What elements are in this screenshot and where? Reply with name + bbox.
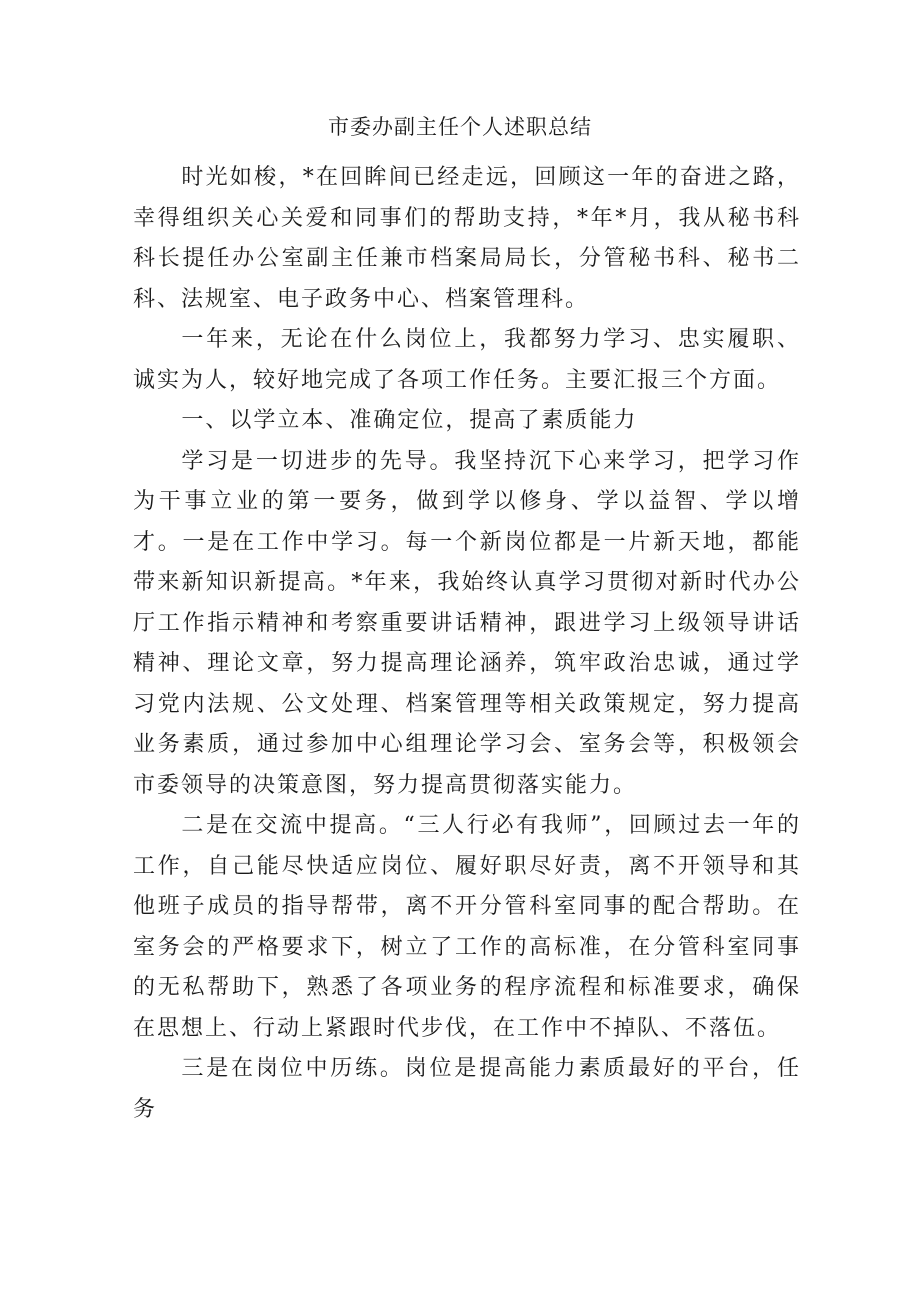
document-body: [133, 158, 801, 1130]
paragraph-summary: 一年来，无论在什么岗位上，我都努力学习、忠实履职、诚实为人，较好地完成了各项工作任务。主要汇报三个方面。: [133, 327, 801, 393]
paragraph-learning: 学习是一切进步的先导。我坚持沉下心来学习，把学习作为干事立业的第一要务，做到学以修身、学以益智、学以增才。一是在工作中学习。每一个新岗位都是一片新天地，都能带来新知识新提高。*年来，我始终认真学习贯彻对新时代办公厅工作指示精神和考察重要讲话精神，跟进学习上级领导讲话精神、理论文章，努力提高理论涵养，筑牢政治忠诚，通过学习党内法规、公文处理、档案管理等相关政策规定，努力提高业务素质，通过参加中心组理论学习会、室务会等，积极领会市委领导的决策意图，努力提高贯彻落实能力。: [133, 448, 801, 798]
paragraph-practice: 三是在岗位中历练。岗位是提高能力素质最好的平台，任务: [133, 1056, 801, 1122]
paragraph-intro: 时光如梭，*在回眸间已经走远，回顾这一年的奋进之路，幸得组织关心关爱和同事们的帮助支持，*年*月，我从秘书科科长提任办公室副主任兼市档案局局长，分管秘书科、秘书二科、法规室、电子政务中心、档案管理科。: [133, 165, 801, 312]
section-heading: 一、以学立本、准确定位，提高了素质能力: [181, 408, 638, 433]
document-title: 市委办副主任个人述职总结: [328, 115, 592, 139]
paragraph-exchange: 二是在交流中提高。“三人行必有我师”，回顾过去一年的工作，自己能尽快适应岗位、履好职尽好责，离不开领导和其他班子成员的指导帮带，离不开分管科室同事的配合帮助。在室务会的严格要求下，树立了工作的高标准，在分管科室同事的无私帮助下，熟悉了各项业务的程序流程和标准要求，确保在思想上、行动上紧跟时代步伐，在工作中不掉队、不落伍。: [133, 813, 801, 1041]
